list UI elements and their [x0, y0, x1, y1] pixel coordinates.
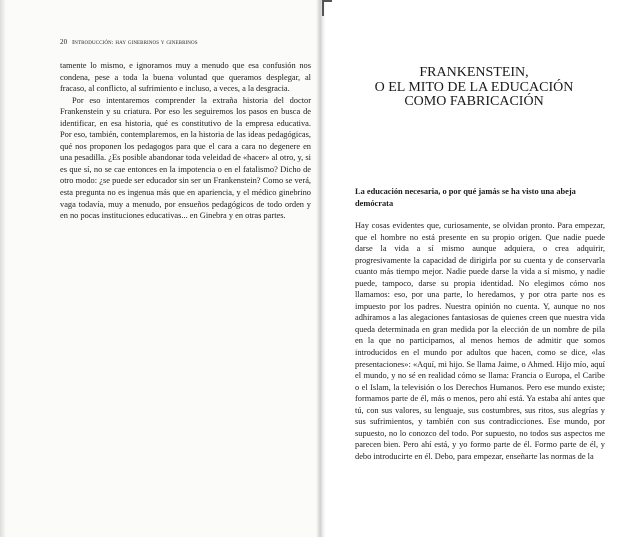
chapter-title-line-3: COMO FABRICACIÓN [404, 94, 544, 109]
corner-crop-mark [322, 0, 332, 16]
left-body-text [60, 60, 311, 222]
page-edge-shadow [0, 0, 6, 537]
right-body-text [355, 220, 605, 462]
chapter-title [362, 66, 586, 110]
chapter-title-line-2: O EL MITO DE LA EDUCACIÓN [374, 79, 574, 95]
running-head-title: Introducción: hay ginebrinos y ginebrinos [71, 39, 198, 46]
running-head [60, 38, 310, 46]
left-paragraph-2: Por eso intentaremos comprender la extraña historia del doctor Frankenstein y su criatura. Por eso les seguiremos los pasos en busca de identificar, en esa historia, qué es constitutivo de la empresa educativa. Por eso, también, contemplaremos, en la historia de las ideas pedagógicas, qué nos proponen los pedagogos para que el cara a cara no degenere en una pesadilla. ¿Es posible abandonar toda veleidad de «hacer» al otro, y, si es que sí, no se cae entonces en la impotencia o en el fatalismo? Dicho de otro modo: ¿se puede ser educador sin ser un Frankenstein? Como se verá, esta pregunta no es ingenua más que en apariencia, y el médico ginebrino vaga todavía, muy a menudo, por ensueños pedagógicos de todo orden y en no pocas instituciones educativas... en Ginebra y en otras partes. [60, 95, 311, 221]
left-paragraph-1: tamente lo mismo, e ignoramos muy a menudo que esa confusión nos condena, pese a toda la buena voluntad que queramos desplegar, al fracaso, al conflicto, al sufrimiento e incluso, a veces, a la desgracia. [60, 61, 311, 94]
chapter-title-line-1: FRANKENSTEIN, [419, 65, 529, 80]
book-gutter [316, 0, 326, 537]
page-number: 20 [60, 38, 68, 46]
right-paragraph-1: Hay cosas evidentes que, curiosamente, se olvidan pronto. Para empezar, que el hombre no está presente en su propio origen. Que nadie puede darse la vida a sí mismo aunque adquiera, o crea adquirir, progresivamente la capacidad de dirigirla por su cuenta y de conservarla cuanto más tiempo mejor. Nadie puede darse la vida a sí mismo, y nadie puede, tampoco, darse su propia identidad. No elegimos cómo nos llamamos: eso, por una parte, lo heredamos, y por otra parte nos es impuesto por los padres. Nuestra opinión no cuenta. Y, aunque no nos adhiramos a las alegaciones fantasiosas de quienes creen que nuestra vida queda determinada en gran medida por la elección de un nombre de pila en la que no participamos, al menos hemos de admitir que somos introducidos en el mundo por adultos que hacen, como se dice, «las presentaciones»: «Aquí, mi hijo. Se llama Jaime, o Ahmed. Hijo mío, aquí el mundo, y no sé en realidad cómo se llama: Francia o Europa, el Caribe o el Islam, la televisión o los Derechos Humanos. Pero ese mundo existe; formamos parte de él, más o menos, pero ahí está. Ya estaba ahí antes que tú, con sus valores, su lenguaje, sus costumbres, sus ritos, sus alegrías y sus sufrimientos, y también con sus contradicciones. Ese mundo, por supuesto, no lo conozco del todo. Por supuesto, no todos sus aspectos me parecen bien. Pero ahí está, y yo formo parte de él. Formo parte de él, y debo introducirte en él. Debo, para empezar, enseñarte las normas de la [355, 221, 605, 461]
section-heading: La educación necesaria, o por qué jamás se ha visto una abeja demócrata [355, 187, 576, 208]
